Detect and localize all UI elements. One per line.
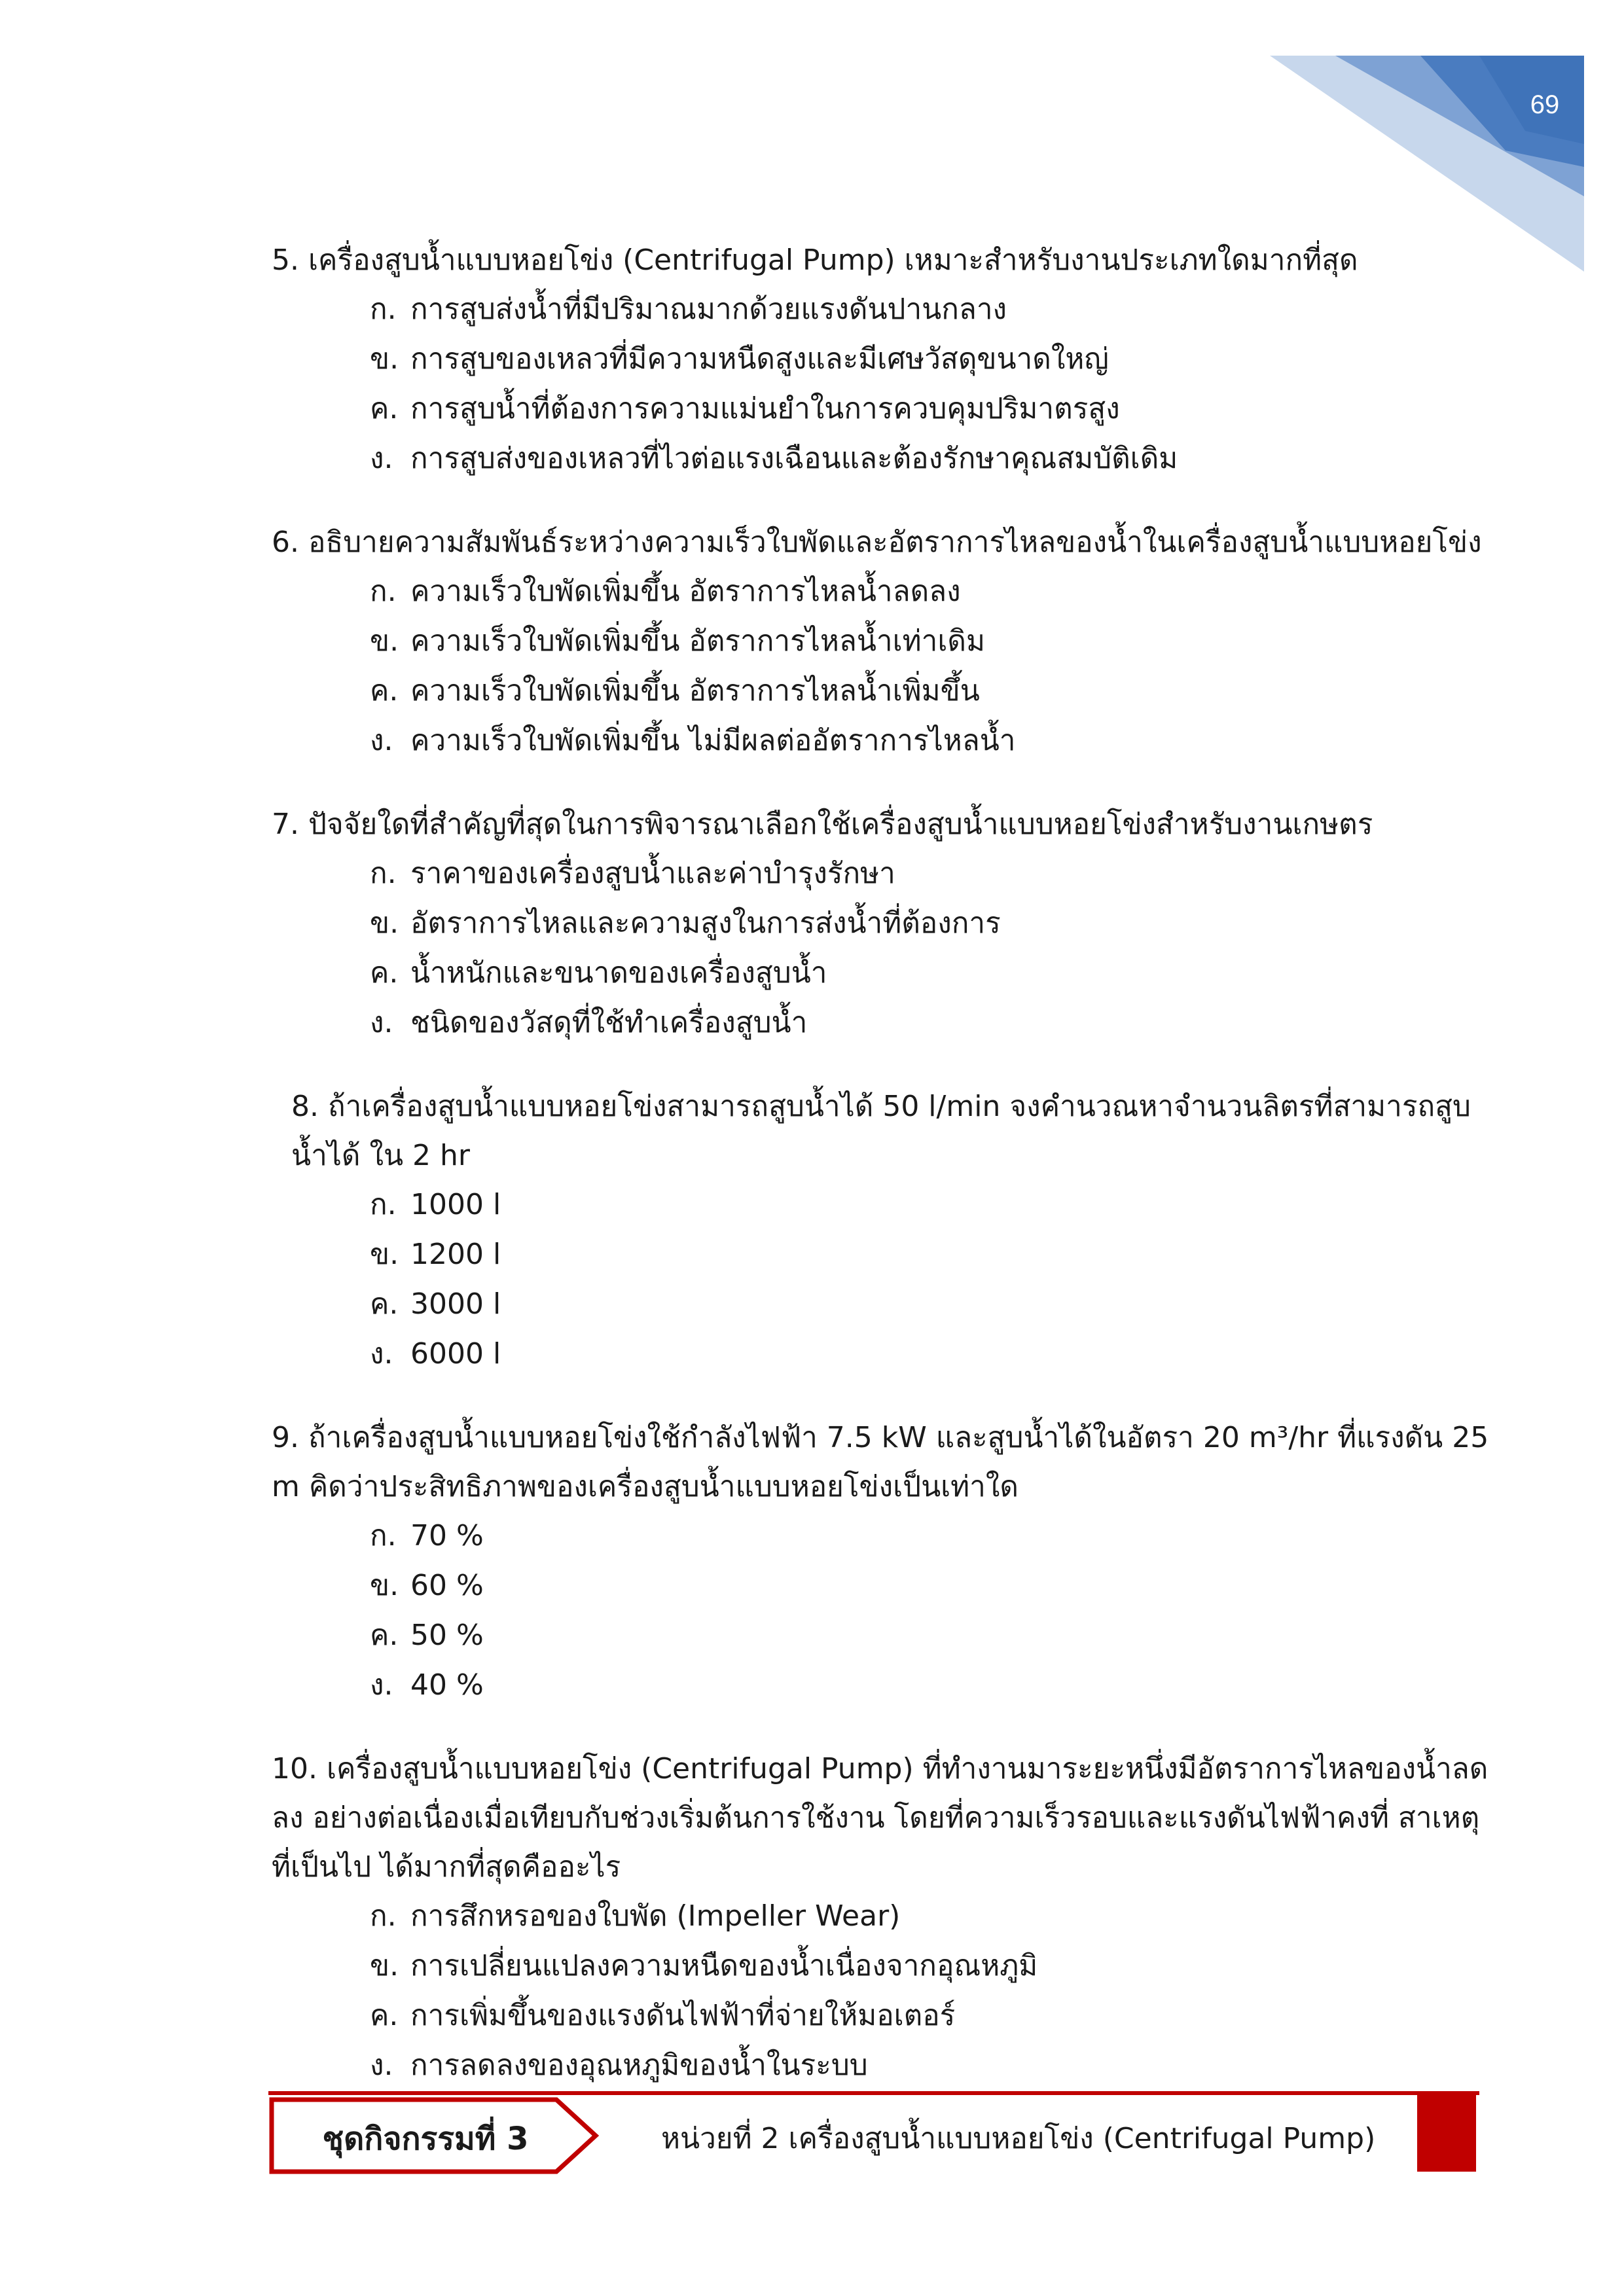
question-stem: 8. ถ้าเครื่องสูบน้ำแบบหอยโข่งสามารถสูบน้ำได้ 50 l/min จงคำนวณหาจำนวนลิตรที่สามารถสูบน้ำได้ ใน 2 hr: [291, 1090, 1471, 1172]
footer-banner: [268, 2080, 1479, 2198]
choice-list: [272, 1892, 1496, 2090]
choice-item: [370, 1230, 1496, 1280]
choice-text: น้ำหนักและขนาดของเครื่องสูบน้ำ: [410, 956, 827, 990]
choice-marker: ค.: [370, 674, 399, 708]
choice-text: 6000 l: [410, 1337, 501, 1371]
activity-set-label: ชุดกิจกรรมที่ 3: [322, 2121, 529, 2157]
choice-marker: ง.: [370, 1006, 393, 1039]
choice-item: [370, 567, 1496, 617]
choice-marker: ข.: [370, 1949, 399, 1982]
choice-text: 70 %: [410, 1519, 484, 1552]
choice-item: [370, 1561, 1496, 1611]
question-stem: 6. อธิบายความสัมพันธ์ระหว่างความเร็วใบพัดและอัตราการไหลของน้ำในเครื่องสูบน้ำแบบหอยโข่ง: [272, 526, 1482, 559]
choice-item: [370, 948, 1496, 998]
choice-text: การลดลงของอุณหภูมิของน้ำในระบบ: [410, 2049, 868, 2082]
choice-marker: ข.: [370, 342, 399, 376]
choice-text: ความเร็วใบพัดเพิ่มขึ้น ไม่มีผลต่ออัตราการไหลน้ำ: [410, 724, 1016, 757]
question-6: [272, 518, 1496, 766]
choice-item: [370, 1991, 1496, 2041]
choice-marker: ค.: [370, 956, 399, 990]
question-list: [272, 236, 1496, 2125]
choice-marker: ง.: [370, 1337, 393, 1371]
question-stem: 7. ปัจจัยใดที่สำคัญที่สุดในการพิจารณาเลือกใช้เครื่องสูบน้ำแบบหอยโข่งสำหรับงานเกษตร: [272, 808, 1373, 841]
choice-text: 1200 l: [410, 1238, 501, 1271]
choice-item: [370, 384, 1496, 434]
choice-marker: ข.: [370, 1569, 399, 1602]
choice-list: [272, 285, 1496, 484]
question-stem: 9. ถ้าเครื่องสูบน้ำแบบหอยโข่งใช้กำลังไฟฟ้า 7.5 kW และสูบน้ำได้ในอัตรา 20 m³/hr ที่แรงดัน 25 m คิดว่าประสิทธิภาพของเครื่องสูบน้ำแบบหอยโข่งเป็นเท่าใด: [272, 1421, 1489, 1503]
choice-item: [370, 1611, 1496, 1660]
choice-marker: ค.: [370, 392, 399, 425]
choice-marker: ข.: [370, 1238, 399, 1271]
choice-text: อัตราการไหลและความสูงในการส่งน้ำที่ต้องการ: [410, 906, 1001, 940]
choice-marker: ก.: [370, 1519, 397, 1552]
choice-marker: ง.: [370, 724, 393, 757]
choice-text: การสูบน้ำที่ต้องการความแม่นยำในการควบคุมปริมาตรสูง: [410, 392, 1120, 425]
choice-list: [272, 567, 1496, 766]
choice-marker: ค.: [370, 1999, 399, 2032]
choice-marker: ก.: [370, 1899, 397, 1933]
question-stem: 10. เครื่องสูบน้ำแบบหอยโข่ง (Centrifugal Pump) ที่ทำงานมาระยะหนึ่งมีอัตราการไหลของน้ำลดลง อย่างต่อเนื่องเมื่อเทียบกับช่วงเริ่มต้นการใช้งาน โดยที่ความเร็วรอบและแรงดันไฟฟ้าคงที่ สาเหตุที่เป็นไป ได้มากที่สุดคืออะไร: [272, 1752, 1489, 1884]
choice-marker: ก.: [370, 575, 397, 608]
question-5: [272, 236, 1496, 484]
choice-text: การสูบของเหลวที่มีความหนืดสูงและมีเศษวัสดุขนาดใหญ่: [410, 342, 1109, 376]
choice-text: 60 %: [410, 1569, 484, 1602]
choice-item: [370, 716, 1496, 766]
choice-item: [370, 1892, 1496, 1941]
choice-marker: ก.: [370, 293, 397, 326]
question-9: [272, 1413, 1496, 1710]
choice-text: ชนิดของวัสดุที่ใช้ทำเครื่องสูบน้ำ: [410, 1006, 808, 1039]
choice-item: [370, 1280, 1496, 1329]
choice-marker: ข.: [370, 624, 399, 658]
choice-marker: ก.: [370, 857, 397, 890]
choice-text: 40 %: [410, 1668, 484, 1702]
choice-text: ความเร็วใบพัดเพิ่มขึ้น อัตราการไหลน้ำเพิ่มขึ้น: [410, 674, 980, 708]
choice-item: [370, 285, 1496, 334]
choice-text: 3000 l: [410, 1287, 501, 1321]
choice-text: ความเร็วใบพัดเพิ่มขึ้น อัตราการไหลน้ำเท่าเดิม: [410, 624, 985, 658]
choice-item: [370, 849, 1496, 899]
choice-text: การสึกหรอของใบพัด (Impeller Wear): [410, 1899, 901, 1933]
choice-item: [370, 617, 1496, 666]
choice-text: การเพิ่มขึ้นของแรงดันไฟฟ้าที่จ่ายให้มอเตอร์: [410, 1999, 956, 2032]
choice-text: การสูบส่งของเหลวที่ไวต่อแรงเฉือนและต้องรักษาคุณสมบัติเดิม: [410, 442, 1178, 475]
choice-item: [370, 334, 1496, 384]
unit-title: หน่วยที่ 2 เครื่องสูบน้ำแบบหอยโข่ง (Centrifugal Pump): [661, 2122, 1376, 2155]
choice-list: [272, 1511, 1496, 1710]
question-8: [272, 1082, 1496, 1379]
question-10: [272, 1744, 1496, 2090]
choice-list: [272, 849, 1496, 1048]
choice-item: [370, 1941, 1496, 1991]
choice-item: [370, 434, 1496, 484]
choice-text: ราคาของเครื่องสูบน้ำและค่าบำรุงรักษา: [410, 857, 895, 890]
choice-marker: ง.: [370, 2049, 393, 2082]
choice-text: การสูบส่งน้ำที่มีปริมาณมากด้วยแรงดันปานกลาง: [410, 293, 1007, 326]
page-number: 69: [1530, 90, 1560, 119]
choice-item: [370, 1329, 1496, 1379]
choice-marker: ก.: [370, 1188, 397, 1221]
choice-marker: ค.: [370, 1619, 399, 1652]
question-stem: 5. เครื่องสูบน้ำแบบหอยโข่ง (Centrifugal Pump) เหมาะสำหรับงานประเภทใดมากที่สุด: [272, 243, 1358, 277]
choice-marker: ง.: [370, 1668, 393, 1702]
choice-text: 50 %: [410, 1619, 484, 1652]
choice-text: การเปลี่ยนแปลงความหนืดของน้ำเนื่องจากอุณหภูมิ: [410, 1949, 1038, 1982]
choice-marker: ค.: [370, 1287, 399, 1321]
choice-item: [370, 998, 1496, 1048]
choice-list: [272, 1180, 1496, 1379]
choice-item: [370, 666, 1496, 716]
choice-item: [370, 1660, 1496, 1710]
choice-marker: ง.: [370, 442, 393, 475]
choice-text: ความเร็วใบพัดเพิ่มขึ้น อัตราการไหลน้ำลดลง: [410, 575, 961, 608]
choice-item: [370, 1180, 1496, 1230]
question-7: [272, 800, 1496, 1048]
choice-item: [370, 1511, 1496, 1561]
choice-text: 1000 l: [410, 1188, 501, 1221]
choice-item: [370, 899, 1496, 948]
choice-marker: ข.: [370, 906, 399, 940]
